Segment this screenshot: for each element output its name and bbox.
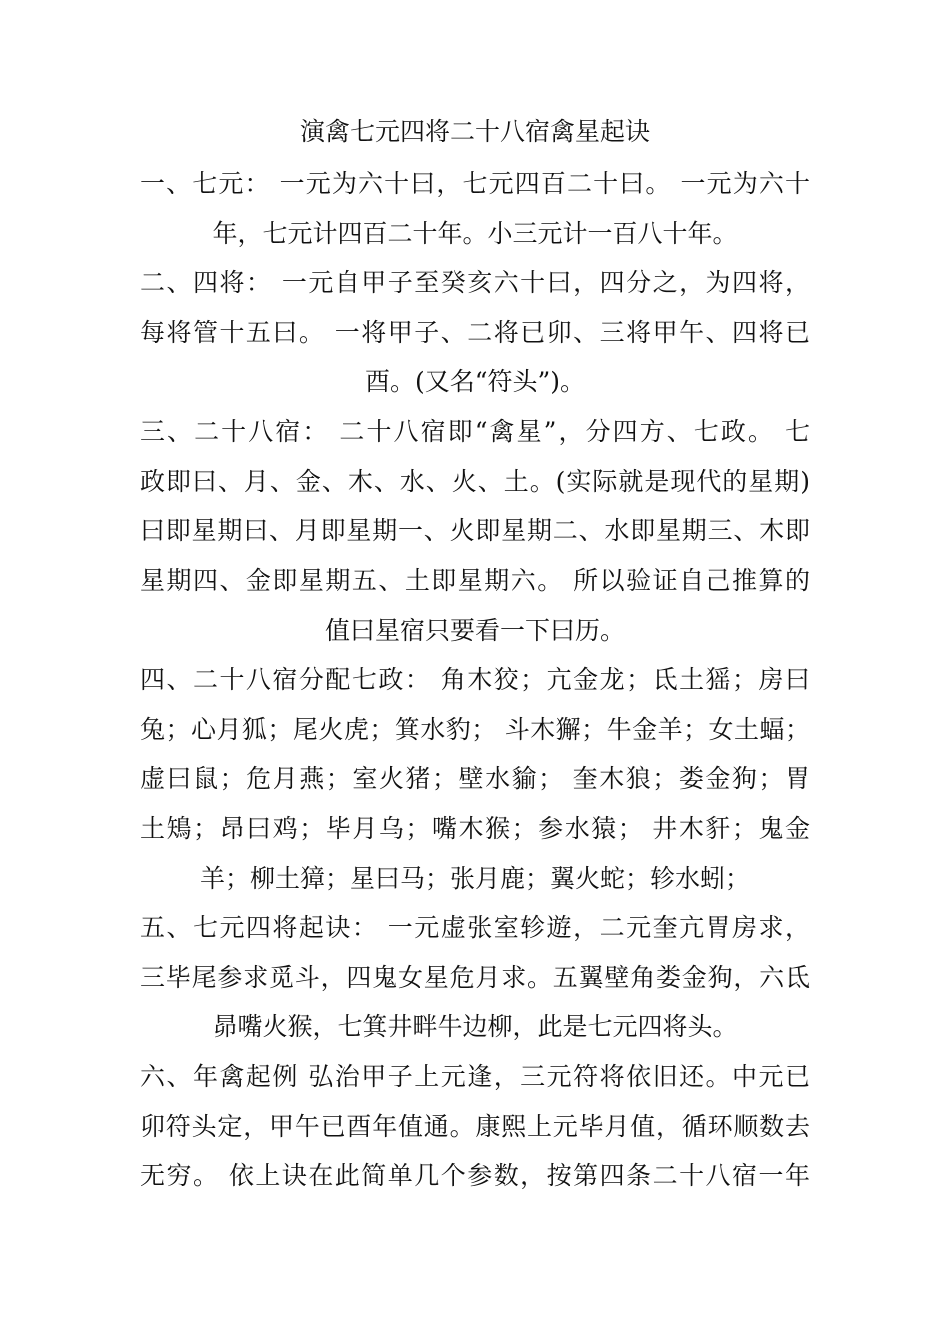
text-line: 羊；柳土獐；星曰马；张月鹿；翼火蛇；轸水蚓； (199, 864, 750, 893)
text-line: 四、二十八宿分配七政： 角木狡；亢金龙；氐土猺；房曰 (140, 665, 810, 694)
document-title: 演禽七元四将二十八宿禽星起诀 (299, 117, 650, 146)
text-line: 值曰星宿只要看一下曰历。 (324, 616, 625, 645)
text-line: 一、七元： 一元为六十曰，七元四百二十曰。 一元为六十 (140, 169, 810, 198)
text-line: 虚曰鼠；危月燕；室火猪；壁水貐； 奎木狼；娄金狗；胃 (140, 764, 810, 793)
text-line: 兔；心月狐；尾火虎；箕水豹； 斗木獬；牛金羊；女土蝠； (140, 715, 810, 744)
text-line: 星期四、金即星期五、土即星期六。 所以验证自己推算的 (140, 566, 810, 595)
text-line: 三毕尾参求觅斗，四鬼女星危月求。五翼壁角娄金狗，六氐 (140, 963, 810, 992)
text-line: 曰即星期曰、月即星期一、火即星期二、水即星期三、木即 (140, 516, 810, 545)
text-line: 无穷。 依上诀在此简单几个参数，按第四条二十八宿一年 (140, 1161, 810, 1190)
text-line: 土鴙；昂曰鸡；毕月乌；嘴木猴；参水猿； 井木豻；鬼金 (140, 814, 810, 843)
text-line: 六、年禽起例 弘治甲子上元逢，三元符将依旧还。中元已 (140, 1062, 810, 1091)
text-line: 酉。(又名“符头”)。 (364, 367, 586, 396)
text-line: 昴嘴火猴，七箕井畔牛边柳，此是七元四将头。 (212, 1012, 738, 1041)
text-line: 年，七元计四百二十年。小三元计一百八十年。 (212, 219, 738, 248)
text-line: 卯符头定，甲午已酉年值通。康熙上元毕月值，循环顺数去 (140, 1112, 810, 1141)
text-line: 五、七元四将起诀： 一元虚张室轸遊，二元奎亢胃房求， (140, 913, 810, 942)
text-line: 每将管十五曰。 一将甲子、二将已卯、三将甲午、四将已 (140, 318, 810, 347)
text-line: 三、二十八宿： 二十八宿即“禽星”，分四方、七政。 七 (140, 417, 810, 446)
text-line: 二、四将： 一元自甲子至癸亥六十曰，四分之，为四将， (140, 268, 810, 297)
text-line: 政即曰、月、金、木、水、火、土。(实际就是现代的星期) (140, 467, 810, 496)
